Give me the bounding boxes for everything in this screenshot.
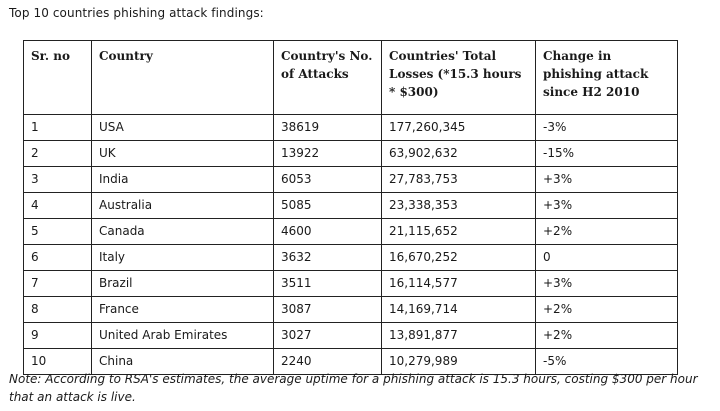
cell-country: Canada: [92, 219, 274, 245]
cell-sr-no: 5: [24, 219, 92, 245]
cell-country: UK: [92, 141, 274, 167]
cell-change: +2%: [536, 219, 678, 245]
cell-country: Australia: [92, 193, 274, 219]
header-attacks: Country's No. of Attacks: [274, 41, 382, 115]
cell-country: China: [92, 349, 274, 375]
table-row: [24, 323, 678, 349]
cell-country: Brazil: [92, 271, 274, 297]
table-row: [24, 115, 678, 141]
cell-attacks: 13922: [274, 141, 382, 167]
table-row: [24, 193, 678, 219]
cell-sr-no: 1: [24, 115, 92, 141]
header-sr-no: Sr. no: [24, 41, 92, 115]
cell-losses: 16,670,252: [382, 245, 536, 271]
cell-losses: 16,114,577: [382, 271, 536, 297]
cell-attacks: 5085: [274, 193, 382, 219]
header-change: Change in phishing attack since H2 2010: [536, 41, 678, 115]
cell-losses: 63,902,632: [382, 141, 536, 167]
cell-sr-no: 4: [24, 193, 92, 219]
table-row: [24, 167, 678, 193]
header-total-losses: Countries' Total Losses (*15.3 hours * $300): [382, 41, 536, 115]
table-row: [24, 245, 678, 271]
cell-attacks: 4600: [274, 219, 382, 245]
table-row: [24, 219, 678, 245]
cell-change: -3%: [536, 115, 678, 141]
cell-change: +3%: [536, 193, 678, 219]
cell-attacks: 38619: [274, 115, 382, 141]
cell-change: +2%: [536, 297, 678, 323]
cell-losses: 21,115,652: [382, 219, 536, 245]
cell-country: India: [92, 167, 274, 193]
cell-sr-no: 7: [24, 271, 92, 297]
cell-losses: 23,338,353: [382, 193, 536, 219]
table-row: [24, 297, 678, 323]
cell-change: +3%: [536, 271, 678, 297]
cell-losses: 14,169,714: [382, 297, 536, 323]
cell-attacks: 3027: [274, 323, 382, 349]
cell-change: +2%: [536, 323, 678, 349]
cell-sr-no: 2: [24, 141, 92, 167]
cell-losses: 13,891,877: [382, 323, 536, 349]
page-title: Top 10 countries phishing attack findings:: [9, 6, 264, 20]
cell-country: Italy: [92, 245, 274, 271]
footnote: Note: According to RSA's estimates, the average uptime for a phishing attack is 15.3 hours, costing $300 per hour that an attack is live.: [9, 372, 698, 404]
cell-sr-no: 3: [24, 167, 92, 193]
cell-country: United Arab Emirates: [92, 323, 274, 349]
cell-change: +3%: [536, 167, 678, 193]
cell-change: 0: [536, 245, 678, 271]
cell-losses: 27,783,753: [382, 167, 536, 193]
cell-sr-no: 9: [24, 323, 92, 349]
cell-country: France: [92, 297, 274, 323]
cell-sr-no: 10: [24, 349, 92, 375]
header-country: Country: [92, 41, 274, 115]
cell-losses: 10,279,989: [382, 349, 536, 375]
cell-attacks: 6053: [274, 167, 382, 193]
cell-change: -5%: [536, 349, 678, 375]
table-row: [24, 271, 678, 297]
cell-change: -15%: [536, 141, 678, 167]
phishing-findings-table: [23, 40, 678, 375]
header-row: [24, 41, 678, 115]
cell-sr-no: 8: [24, 297, 92, 323]
cell-attacks: 3511: [274, 271, 382, 297]
cell-attacks: 2240: [274, 349, 382, 375]
cell-losses: 177,260,345: [382, 115, 536, 141]
cell-country: USA: [92, 115, 274, 141]
cell-attacks: 3087: [274, 297, 382, 323]
table-row: [24, 141, 678, 167]
cell-sr-no: 6: [24, 245, 92, 271]
cell-attacks: 3632: [274, 245, 382, 271]
